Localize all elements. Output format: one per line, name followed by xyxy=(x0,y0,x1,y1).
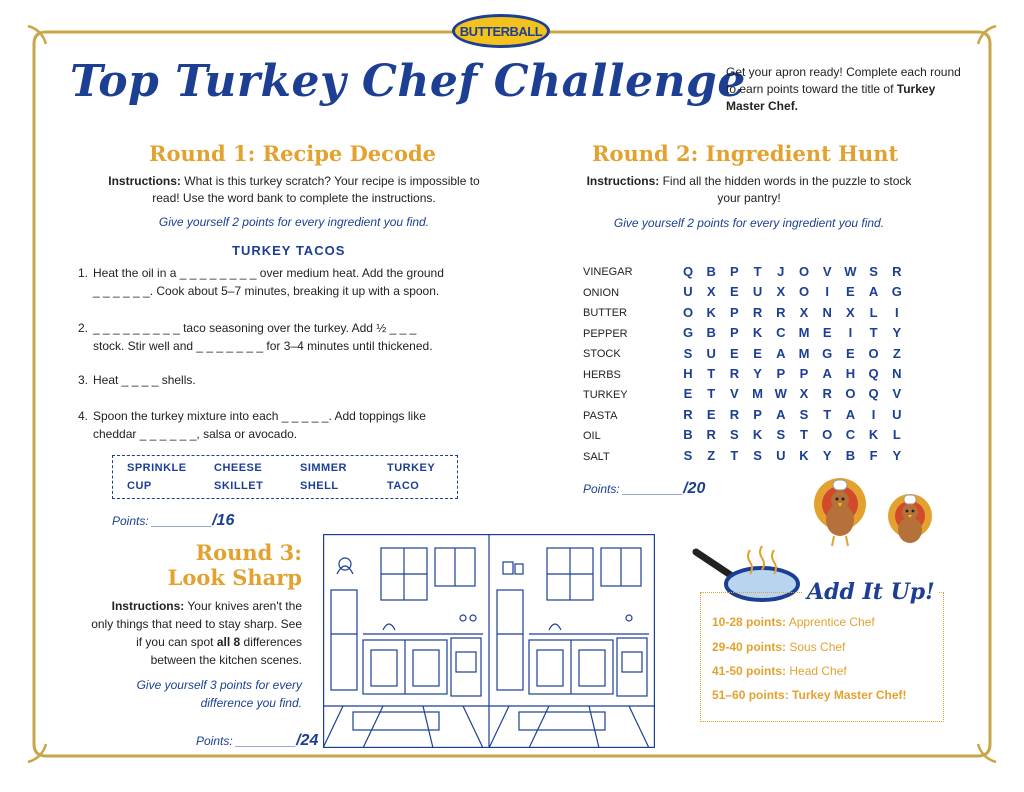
grid-letter[interactable]: C xyxy=(845,427,856,443)
word-bank-item: CUP xyxy=(127,480,152,492)
step-line: _ _ _ _ _ _. Cook about 5–7 minutes, breaking it up with a spoon. xyxy=(93,284,440,298)
grid-letter[interactable]: O xyxy=(868,345,879,361)
add-it-up-box xyxy=(700,592,944,722)
grid-letter[interactable]: S xyxy=(753,447,762,463)
grid-letter[interactable]: P xyxy=(776,366,786,381)
grid-letter[interactable]: A xyxy=(776,345,786,361)
grid-letter[interactable]: G xyxy=(891,284,902,300)
grid-letter[interactable]: C xyxy=(776,325,786,341)
grid-letter[interactable]: S xyxy=(799,406,809,422)
grid-letter[interactable]: R xyxy=(706,427,716,443)
grid-letter[interactable]: M xyxy=(798,345,810,361)
grid-letter[interactable]: N xyxy=(892,366,902,381)
round3-heading-line2: Look Sharp xyxy=(167,565,302,590)
butterball-logo: BUTTERBALL xyxy=(452,14,550,48)
word-bank-item: SPRINKLE xyxy=(127,462,187,474)
kitchen-scene-right xyxy=(489,548,655,748)
recipe-title: TURKEY TACOS xyxy=(232,243,346,258)
grid-letter[interactable]: V xyxy=(822,264,832,279)
score-range: 41-50 points: xyxy=(712,664,787,678)
grid-letter[interactable]: J xyxy=(777,264,785,279)
grid-letter[interactable]: T xyxy=(753,264,762,279)
step-line: Heat the oil in a _ _ _ _ _ _ _ _ over medium heat. Add the ground xyxy=(93,266,444,280)
grid-letter[interactable]: E xyxy=(822,325,832,341)
grid-letter[interactable]: E xyxy=(683,386,693,402)
points-total: /20 xyxy=(683,480,706,497)
grid-letter[interactable]: M xyxy=(798,325,810,341)
grid-letter[interactable]: X xyxy=(799,386,809,402)
grid-letter[interactable]: X xyxy=(846,304,855,320)
grid-letter[interactable]: O xyxy=(682,304,694,320)
round2-points xyxy=(583,480,705,498)
round3-instructions-bold: all 8 xyxy=(216,635,241,649)
word-bank-item: TACO xyxy=(387,480,420,492)
points-blank[interactable]: _________ xyxy=(236,734,297,748)
round3-heading xyxy=(100,540,302,590)
round1-instructions-label: Instructions: xyxy=(108,174,181,188)
word-bank-item: TURKEY xyxy=(387,462,436,474)
round3-instructions-label: Instructions: xyxy=(111,599,185,613)
recipe-step xyxy=(78,371,498,389)
points-label: Points: xyxy=(583,482,620,496)
add-it-up-title: Add It Up! xyxy=(803,579,939,605)
step-number: 4. xyxy=(78,409,89,423)
turkey-chef-icon xyxy=(814,478,866,546)
round1-points xyxy=(112,512,234,530)
word-list-item: STOCK xyxy=(583,348,621,360)
grid-letter[interactable]: A xyxy=(822,366,832,381)
score-range: 51–60 points: xyxy=(712,688,789,702)
word-bank-item: CHEESE xyxy=(214,462,263,474)
grid-letter[interactable]: X xyxy=(799,304,809,320)
points-label: Points: xyxy=(112,514,149,528)
score-level xyxy=(712,615,875,629)
turkey-chef-icon xyxy=(888,494,932,543)
intro-text xyxy=(726,64,961,115)
grid-letter[interactable]: K xyxy=(752,325,763,341)
grid-letter[interactable]: H xyxy=(683,366,693,381)
grid-letter[interactable]: U xyxy=(752,284,763,300)
score-title: Head Chef xyxy=(789,664,847,678)
round1-bonus: Give yourself 2 points for every ingredient you find. xyxy=(158,215,430,229)
round3-instructions-text: differences between the kitchen scenes. xyxy=(150,635,302,667)
grid-letter[interactable]: E xyxy=(730,345,739,361)
grid-letter[interactable]: I xyxy=(871,406,876,422)
grid-letter[interactable]: E xyxy=(706,406,716,422)
grid-letter[interactable]: V xyxy=(730,386,739,402)
grid-letter[interactable]: F xyxy=(869,447,878,463)
word-list-item: VINEGAR xyxy=(583,266,633,278)
step-number: 1. xyxy=(78,266,89,280)
points-blank[interactable]: _________ xyxy=(152,514,213,528)
intro-body: Get your apron ready! Complete each round to earn points toward the title of xyxy=(726,65,961,96)
step-line: Heat _ _ _ _ shells. xyxy=(93,373,196,387)
grid-letter[interactable]: G xyxy=(822,345,833,361)
grid-letter[interactable]: T xyxy=(869,325,878,341)
grid-letter[interactable]: O xyxy=(822,427,833,443)
grid-letter[interactable]: R xyxy=(752,304,763,320)
grid-letter[interactable]: Y xyxy=(822,447,832,463)
grid-letter[interactable]: O xyxy=(798,284,810,300)
grid-letter[interactable]: S xyxy=(683,345,693,361)
grid-letter[interactable]: P xyxy=(730,304,739,320)
word-list-item: HERBS xyxy=(583,369,621,381)
grid-letter[interactable]: U xyxy=(892,406,902,422)
word-bank-item: SHELL xyxy=(300,480,339,492)
grid-letter[interactable]: E xyxy=(846,284,855,300)
grid-letter[interactable]: S xyxy=(730,427,739,443)
round1-instructions-text: What is this turkey scratch? Your recipe is impossible to read! Use the word bank to complete the instructions. xyxy=(152,174,480,205)
grid-letter[interactable]: E xyxy=(730,284,739,300)
grid-letter[interactable]: A xyxy=(776,406,786,422)
word-list-item: PASTA xyxy=(583,410,618,422)
grid-letter[interactable]: X xyxy=(706,284,716,300)
word-list-item: SALT xyxy=(583,451,610,463)
grid-letter[interactable]: I xyxy=(894,304,899,320)
grid-letter[interactable]: W xyxy=(774,386,787,402)
grid-letter[interactable]: R xyxy=(776,304,786,320)
step-line: stock. Stir well and _ _ _ _ _ _ _ for 3–4 minutes until thickened. xyxy=(93,339,433,353)
grid-letter[interactable]: Q xyxy=(868,386,879,402)
grid-letter[interactable]: N xyxy=(822,304,832,320)
round3-heading-line1: Round 3: xyxy=(195,540,302,565)
grid-letter[interactable]: A xyxy=(868,284,879,300)
grid-letter[interactable]: P xyxy=(730,264,739,279)
grid-letter[interactable]: T xyxy=(823,406,832,422)
word-bank-item: SKILLET xyxy=(214,480,264,492)
word-list-item: ONION xyxy=(583,287,620,299)
grid-letter[interactable]: R xyxy=(729,406,740,422)
score-title: Apprentice Chef xyxy=(788,615,875,629)
points-total: /24 xyxy=(296,732,319,749)
grid-letter[interactable]: R xyxy=(822,386,832,402)
grid-letter[interactable]: Q xyxy=(682,264,694,279)
page-title: Top Turkey Chef Challenge xyxy=(70,56,746,107)
grid-letter[interactable]: A xyxy=(845,406,856,422)
grid-letter[interactable]: Q xyxy=(868,366,879,381)
round3-instructions xyxy=(88,597,302,669)
grid-letter[interactable]: R xyxy=(892,264,902,279)
grid-letter[interactable]: U xyxy=(683,284,693,300)
grid-letter[interactable]: K xyxy=(799,447,809,463)
round3-points xyxy=(196,732,318,750)
points-blank[interactable]: _________ xyxy=(623,482,684,496)
grid-letter[interactable]: O xyxy=(845,386,856,402)
grid-letter[interactable]: K xyxy=(706,304,716,320)
round2-instructions xyxy=(578,173,920,207)
grid-letter[interactable]: T xyxy=(730,447,739,463)
grid-letter[interactable]: E xyxy=(846,345,855,361)
word-list-item: TURKEY xyxy=(583,389,628,401)
grid-letter[interactable]: I xyxy=(825,284,829,300)
grid-letter[interactable]: K xyxy=(752,427,763,443)
score-range: 10-28 points: xyxy=(712,615,787,629)
round1-instructions xyxy=(98,173,490,207)
score-level xyxy=(712,664,847,678)
recipe-step xyxy=(78,407,498,443)
points-label: Points: xyxy=(196,734,233,748)
step-number: 3. xyxy=(78,373,89,387)
grid-letter[interactable]: T xyxy=(707,386,716,402)
points-total: /16 xyxy=(212,512,235,529)
grid-letter[interactable]: L xyxy=(869,304,878,320)
grid-letter[interactable]: Z xyxy=(707,447,716,463)
grid-letter[interactable]: U xyxy=(776,447,786,463)
grid-letter[interactable]: B xyxy=(706,264,716,279)
grid-letter[interactable]: S xyxy=(683,447,693,463)
grid-letter[interactable]: P xyxy=(730,325,739,341)
score-level xyxy=(712,688,907,702)
round1-heading: Round 1: Recipe Decode xyxy=(149,141,437,166)
round3-bonus: Give yourself 3 points for every difference you find. xyxy=(136,678,302,710)
round2-bonus: Give yourself 2 points for every ingredient you find. xyxy=(613,216,885,230)
round2-instructions-label: Instructions: xyxy=(586,174,660,188)
grid-letter[interactable]: B xyxy=(683,427,693,443)
grid-letter[interactable]: U xyxy=(706,345,716,361)
grid-letter[interactable]: B xyxy=(845,447,856,463)
grid-letter[interactable]: X xyxy=(776,284,786,300)
grid-letter[interactable]: S xyxy=(776,427,786,443)
grid-letter[interactable]: P xyxy=(753,406,762,422)
word-bank-item: SIMMER xyxy=(300,462,347,474)
grid-letter[interactable]: H xyxy=(845,366,856,381)
grid-letter[interactable]: I xyxy=(848,325,853,341)
step-line: _ _ _ _ _ _ _ _ _ taco seasoning over the turkey. Add ½ _ _ _ xyxy=(93,321,417,335)
grid-letter[interactable]: R xyxy=(683,406,693,422)
word-list-item: PEPPER xyxy=(583,328,628,340)
round3-instructions-text: Your knives aren't the only things that need to stay sharp. See if you can spot xyxy=(91,599,302,649)
step-number: 2. xyxy=(78,321,89,335)
kitchen-spot-difference[interactable] xyxy=(323,534,655,748)
grid-letter[interactable]: Y xyxy=(892,325,902,341)
grid-letter[interactable]: T xyxy=(800,427,808,443)
step-line: Spoon the turkey mixture into each _ _ _ _ _. Add toppings like xyxy=(93,409,426,423)
recipe-step xyxy=(78,264,498,300)
round2-instructions-text: Find all the hidden words in the puzzle to stock your pantry! xyxy=(662,174,912,205)
grid-letter[interactable]: Z xyxy=(892,345,901,361)
grid-letter[interactable]: M xyxy=(752,386,764,402)
recipe-step xyxy=(78,319,498,355)
grid-letter[interactable]: Y xyxy=(892,447,902,463)
grid-letter[interactable]: R xyxy=(729,366,740,381)
round2-heading: Round 2: Ingredient Hunt xyxy=(592,141,899,166)
grid-letter[interactable]: B xyxy=(706,325,716,341)
grid-letter[interactable]: G xyxy=(682,325,694,341)
intro-bold: Turkey Master Chef. xyxy=(726,82,936,113)
grid-letter[interactable]: K xyxy=(868,427,879,443)
word-list-item: OIL xyxy=(583,430,601,442)
turkey-chef-illustration xyxy=(806,474,946,554)
score-title: Sous Chef xyxy=(789,640,846,654)
score-title: Turkey Master Chef! xyxy=(792,688,907,702)
step-line: cheddar _ _ _ _ _ _, salsa or avocado. xyxy=(93,427,298,441)
grid-letter[interactable]: S xyxy=(869,264,878,279)
grid-letter[interactable]: W xyxy=(844,264,857,279)
grid-letter[interactable]: L xyxy=(892,427,901,443)
word-list-item: BUTTER xyxy=(583,307,627,319)
grid-letter[interactable]: P xyxy=(799,366,809,381)
score-level xyxy=(712,640,845,654)
grid-letter[interactable]: E xyxy=(753,345,762,361)
grid-letter[interactable]: T xyxy=(707,366,716,381)
grid-letter[interactable]: Y xyxy=(753,366,762,381)
kitchen-scene-left xyxy=(323,548,489,748)
grid-letter[interactable]: O xyxy=(798,264,810,279)
score-range: 29-40 points: xyxy=(712,640,787,654)
word-bank xyxy=(112,455,458,499)
grid-letter[interactable]: V xyxy=(892,386,902,402)
